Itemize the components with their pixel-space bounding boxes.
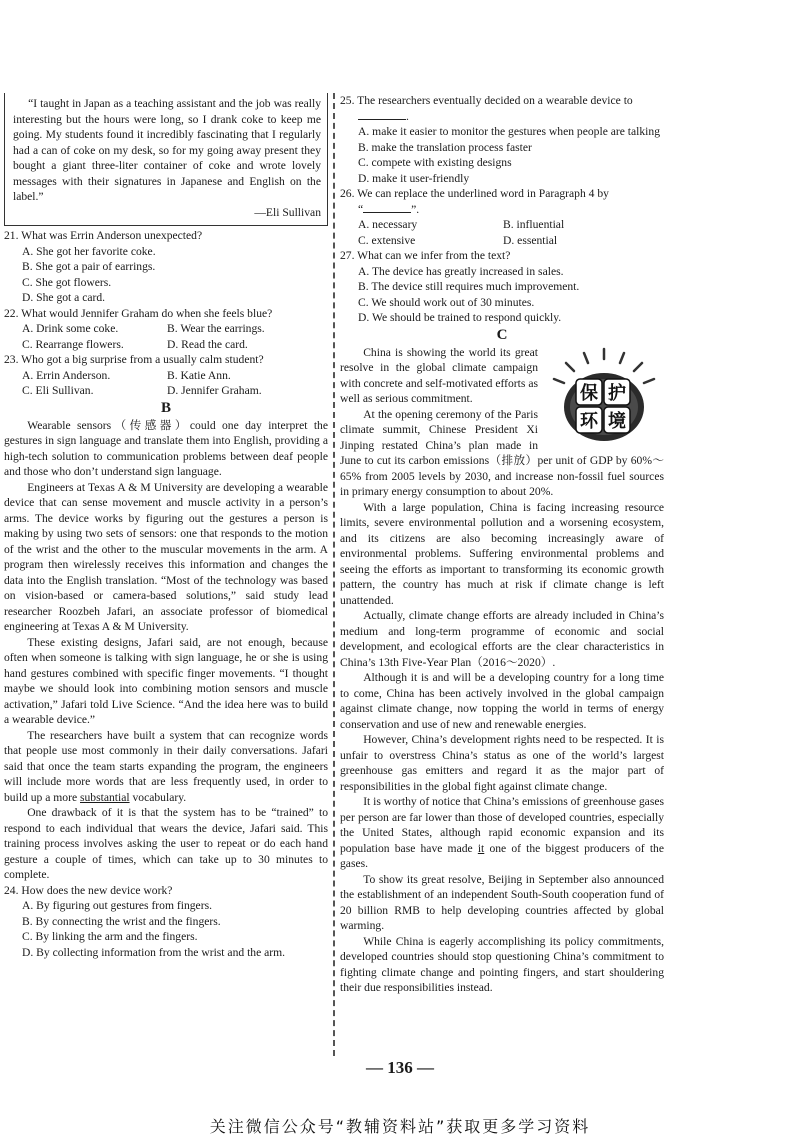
question-25: 25. The researchers eventually decided on a wearable device to . A. make it easier to monitor the gestures when people are talking B. make the translation process faster C. compete with existing designs D. make it user-friendly [340,93,664,186]
option: A. necessary [358,218,418,231]
section-c-paragraph-5: Although it is and will be a developing country for a long time to come, China has been actively involved in the global campaign against climate change, now topping the world in terms of energy conservation and use of new and renewable energies. [340,671,664,731]
emblem-char-2: 护 [608,382,626,404]
section-b-paragraph-2: Engineers at Texas A & M University are developing a wearable device that can sense movement and muscle activity in a person’s arms. The device works by figuring out the gestures a person is making by using two sets of sensors: one that responds to the motion of the wrist and the other to the muscular movements in the arm. A program then wirelessly receives this information and changes the data into the English translation. “Most of the technology was based on vision-based or camera-based solutions,” said study lead researcher Roozbeh Jafari, an associate professor of biomedical engineering at Texas A & M University. [4,480,328,633]
option: C. Eli Sullivan. [22,384,94,397]
section-c-paragraph-2: At the opening ceremony of the Paris climate summit, Chinese President Xi Jinping restated China’s plan made in June to cut its carbon emissions（排放）per unit of GDP by 60%～65% from 2005 levels by 2030, and increase non-fossil fuel sources in primary energy consumption to about 20%. [340,407,664,498]
option: C. Rearrange flowers. [22,337,124,351]
page-number: — 136 — [366,1058,434,1077]
section-c-paragraph-6: However, China’s development rights need to be respected. It is unfair to overstress China’s status as one of the world’s largest greenhouse gas emitters and regard it as the major part of responsibilities in the global fight against climate change. [340,733,664,793]
option: D. She got a card. [22,291,106,304]
underlined-word: substantial [80,790,130,804]
question-23 [4,352,328,399]
option: D. We should be trained to respond quickly. [358,311,562,324]
question-stem: 27. What can we infer from the text? [340,249,511,262]
quote-author: —Eli Sullivan [254,205,321,219]
option: A. She got her favorite coke. [22,244,156,258]
question-stem: 22. What would Jennifer Graham do when she feels blue? [4,306,273,320]
emblem-char-1: 保 [580,382,598,404]
option: D. make it user-friendly [358,171,470,185]
emblem-char-4: 境 [608,410,626,432]
option: D. essential [503,233,558,247]
section-c-paragraph-4: Actually, climate change efforts are already included in China’s medium and long-term programme of economic and social development, and ecological efforts are the clear characteristics in China’s 13th Five-Year Plan（2016～2020）. [340,609,664,669]
emblem-icon [544,345,664,445]
question-21 [4,228,328,306]
question-stem: 26. We can replace the underlined word in Paragraph 4 by [340,187,609,200]
section-c-paragraph-9: While China is eagerly accomplishing its policy commitments, developed countries should stop questioning China’s commitment to fighting climate change and pointing fingers, and start shouldering their due responsibilities instead. [340,934,664,994]
option: A. make it easier to monitor the gestures when people are talking [358,125,660,138]
option: D. Jennifer Graham. [167,384,262,397]
right-column [340,93,664,996]
option: B. She got a pair of earrings. [22,260,156,273]
option: B. influential [503,218,565,231]
option: B. By connecting the wrist and the fingers. [22,914,221,928]
section-c-heading: C [496,326,508,343]
answer-blank [358,110,406,120]
underlined-word: it [477,841,485,855]
question-27 [340,248,664,326]
quote-text: “I taught in Japan as a teaching assistant and the job was really interesting but the hours were long, so I drank coke to keep me going. My students found it incredibly fascinating that I regularly had a can of coke on my desk, so for my going away present they bought a giant three-liter container of coke and wrote lovely messages with their signatures in Japanese and English on the label.” [13,97,321,203]
question-24 [4,883,328,961]
answer-blank [363,203,411,213]
section-c-paragraph-1: China is showing the world its great resolve in the global climate campaign with concrete and self-motivated efforts as well as serious commitment. [340,345,538,405]
option: B. make the translation process faster [358,140,532,154]
section-b-paragraph-3: These existing designs, Jafari said, are not enough, because often when someone is talking with sign language, he or she is using hand gestures combined with specific finger movements. “I thought maybe we should look into combining motion sensors and muscle activation,” Jafari told Live Science. “And the idea here was to build a wearable device.” [4,635,328,726]
section-b-heading: B [160,399,171,416]
option: A. The device has greatly increased in sales. [358,264,564,278]
section-b-paragraph-5: One drawback of it is that the system has to be “trained” to respond to each individual that wears the device, Jafari said. This training process involves asking the user to repeat or do each hand gesture a couple of times, which can take up to 30 minutes to complete. [4,806,328,881]
option: D. By collecting information from the wrist and the arm. [22,945,286,959]
question-stem: 23. Who got a big surprise from a usually calm student? [4,353,264,366]
quote-box [4,93,328,226]
question-22 [4,306,328,353]
question-stem: 25. The researchers eventually decided on a wearable device to [340,94,633,107]
question-stem: 21. What was Errin Anderson unexpected? [4,229,203,242]
option: C. She got flowers. [22,275,112,289]
option: B. Katie Ann. [167,368,231,382]
column-divider [333,93,335,1056]
emblem-char-3: 环 [580,410,598,432]
option: B. Wear the earrings. [167,322,265,335]
section-b-paragraph-1: Wearable sensors（传感器）could one day interpret the gestures in sign language and translate them into English, providing a high-tech solution to communication problems between deaf people and those who don’t understand sign language. [4,418,328,478]
option: C. By linking the arm and the fingers. [22,930,198,943]
question-26: 26. We can replace the underlined word in Paragraph 4 by “ ”. A. necessary B. influential C. extensive D. essential [340,186,664,248]
option: C. We should work out of 30 minutes. [358,295,535,309]
question-stem: 24. How does the new device work? [4,883,173,897]
section-c-paragraph-3: With a large population, China is facing increasing resource limits, severe environmental pollution and a worsening ecosystem, and its citizens are also becoming increasingly aware of environmental problems. Suffering environmental problems and seeing the efforts as important to transforming its economic growth pattern, the country has much at risk if climate change is left unattended. [340,500,664,607]
section-c-paragraph-7: It is worthy of notice that China’s emissions of greenhouse gases per person are far lower than those of developed countries, especially the United States, although rapid economic expansion and its population base have made it one of the biggest producers of the gases. [340,795,664,870]
option: D. Read the card. [167,337,248,351]
option: B. The device still requires much improvement. [358,280,580,293]
option: A. Errin Anderson. [22,368,111,382]
option: A. By figuring out gestures from fingers. [22,899,212,912]
section-b-paragraph-4: The researchers have built a system that can recognize words that people use most commonly in their daily conversations. Jafari said that once the team starts expanding the program, the engineers will include more words that are less frequently used, in order to build up a more substantial vocabulary. [4,728,328,804]
option: C. extensive [358,233,416,247]
footer-watermark-text: 关注微信公众号“教辅资料站”获取更多学习资料 [209,1117,591,1136]
left-column [4,93,328,960]
option: A. Drink some coke. [22,322,119,335]
environment-emblem [544,345,664,445]
option: C. compete with existing designs [358,156,512,169]
section-c-paragraph-8: To show its great resolve, Beijing in September also announced the establishment of an independent South-South cooperation fund of 20 billion RMB to help developing countries affected by global warming. [340,872,664,932]
